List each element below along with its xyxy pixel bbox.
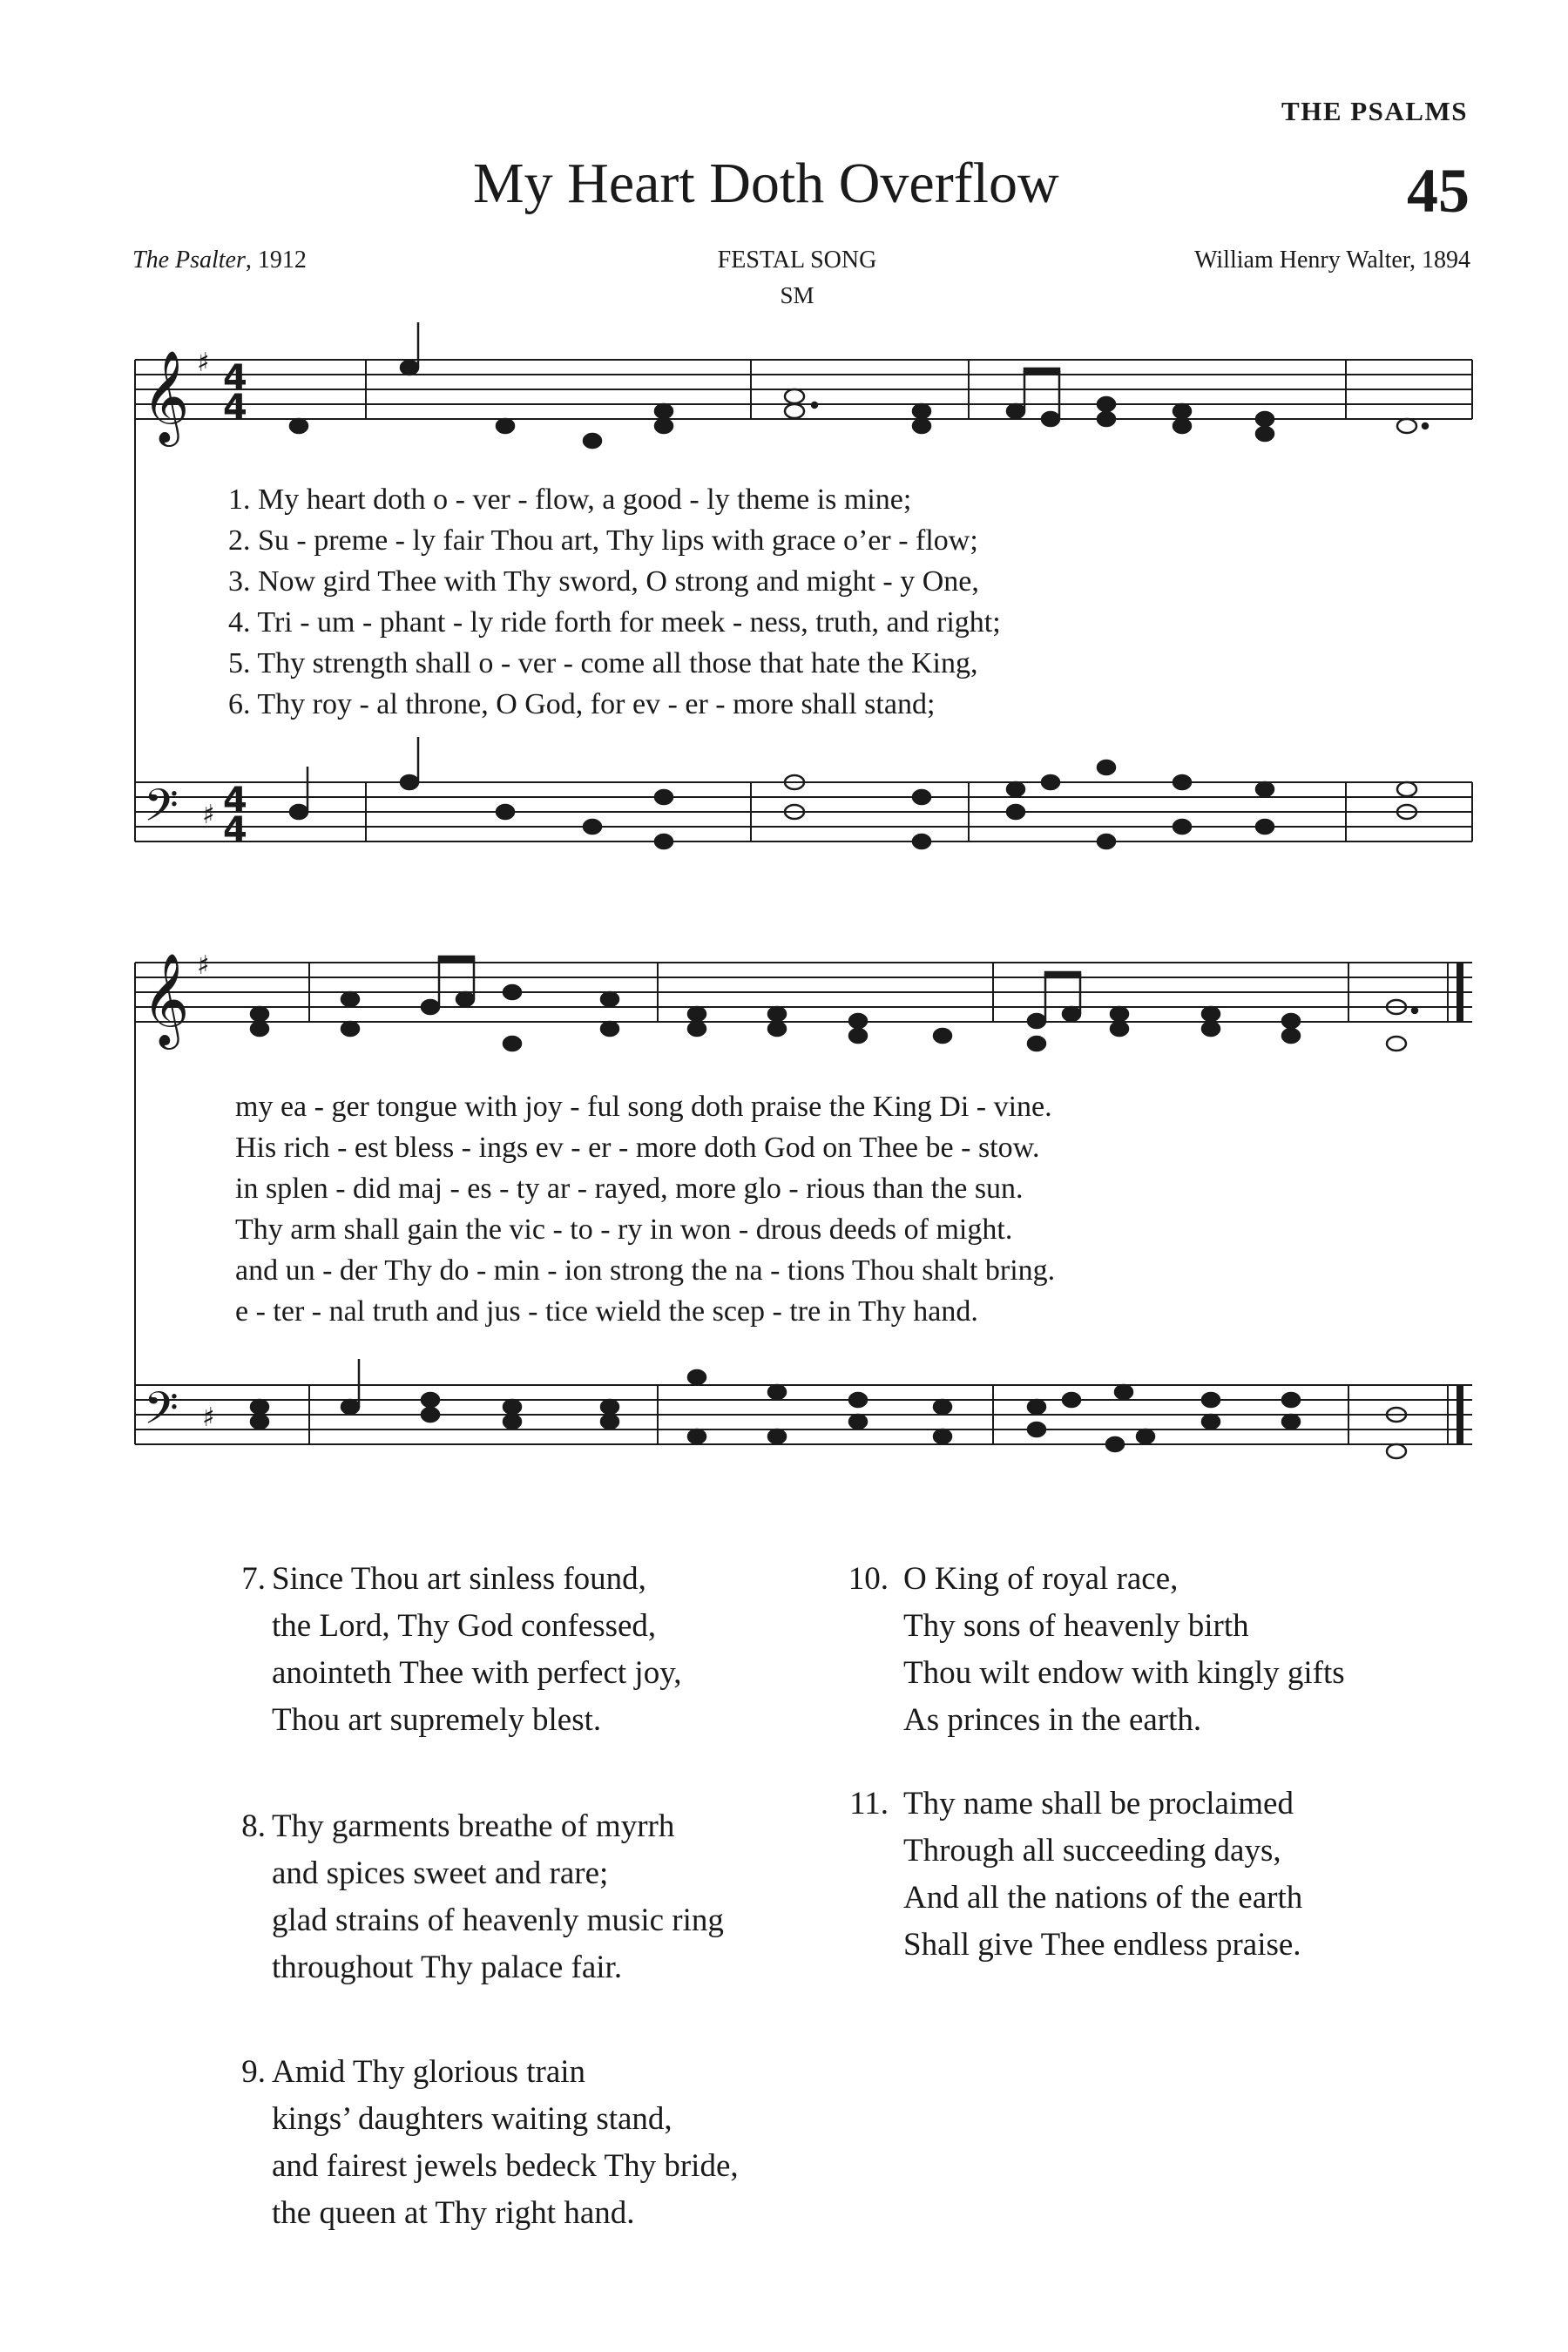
note (251, 1400, 268, 1414)
note (601, 1022, 618, 1036)
lyric-line: 5. Thy strength shall o - ver - come all those that hate the King, (228, 647, 978, 679)
note (422, 1393, 439, 1407)
verse-number: 10. (848, 1561, 889, 1597)
note (1137, 1429, 1154, 1443)
note (913, 790, 930, 804)
words-source: The Psalter (132, 247, 246, 274)
lyric-line: in splen - did maj - es - ty ar - rayed, more glo - rious than the sun. (235, 1173, 1024, 1205)
lyric-line: 6. Thy roy - al throne, O God, for ev - er - more shall stand; (228, 688, 936, 720)
verse-number: 7. (241, 1561, 266, 1597)
note (290, 805, 308, 819)
lyric-line: and un - der Thy do - min - ion strong the na - tions Thou shalt bring. (235, 1254, 1056, 1287)
note (1282, 1393, 1300, 1407)
note (1397, 782, 1416, 796)
note (251, 1022, 268, 1036)
verse-number: 11. (849, 1786, 889, 1821)
note (1028, 1400, 1045, 1414)
verse-line: Thy garments breathe of myrrh (272, 1808, 675, 1844)
note (688, 1370, 706, 1384)
note (768, 1007, 786, 1021)
note (849, 1029, 867, 1043)
note (1106, 1437, 1124, 1451)
note (1282, 1029, 1300, 1043)
verse-number: 9. (241, 2054, 266, 2090)
dot (1412, 1008, 1417, 1013)
note (849, 1393, 867, 1407)
note (785, 389, 804, 403)
key-sharp-icon: ♯ (202, 1402, 215, 1433)
note (1387, 1444, 1406, 1458)
note (251, 1007, 268, 1021)
note (1098, 835, 1115, 848)
lyric-line: e - ter - nal truth and jus - tice wield the scep - tre in Thy hand. (235, 1295, 978, 1328)
lyric-line: 2. Su - preme - ly fair Thou art, Thy lips with grace o’er - flow; (228, 524, 978, 557)
hymn-title: My Heart Doth Overflow (473, 152, 1059, 215)
note (934, 1029, 951, 1043)
verse-line: and fairest jewels bedeck Thy bride, (272, 2148, 739, 2184)
note (341, 1022, 359, 1036)
treble-clef-icon: 𝄞 (142, 952, 190, 1045)
note (1173, 404, 1191, 418)
note (913, 419, 930, 433)
time-sig-bottom: 4 (223, 810, 247, 850)
verse-line: And all the nations of the earth (903, 1880, 1303, 1916)
treble-clef-icon: 𝄞 (142, 349, 190, 443)
note (1007, 805, 1024, 819)
verse-line: Through all succeeding days, (903, 1833, 1281, 1869)
note (1387, 1037, 1406, 1051)
note (401, 775, 418, 789)
note (655, 790, 672, 804)
lyric-line: His rich - est bless - ings ev - er - more doth God on Thee be - stow. (235, 1132, 1040, 1164)
note (497, 805, 514, 819)
note (1173, 419, 1191, 433)
beam (439, 956, 474, 962)
verse-line: Shall give Thee endless praise. (903, 1927, 1301, 1963)
lyric-line: Thy arm shall gain the vic - to - ry in won - drous deeds of might. (235, 1213, 1013, 1246)
verse-line: Thy sons of heavenly birth (903, 1608, 1249, 1644)
final-barline-bass (1456, 1385, 1463, 1444)
note (688, 1022, 706, 1036)
final-barline-treble (1456, 963, 1463, 1022)
meter: SM (780, 282, 814, 308)
verse-line: Amid Thy glorious train (272, 2054, 586, 2090)
bass-clef-icon: 𝄢 (144, 1382, 179, 1445)
beam (1045, 972, 1080, 977)
note (1256, 782, 1274, 796)
lyric-line: 1. My heart doth o - ver - flow, a good - ly theme is mine; (228, 483, 912, 516)
note (1028, 1014, 1045, 1028)
time-sig-top: 4 (223, 781, 247, 821)
note (601, 992, 618, 1006)
note (1397, 419, 1416, 433)
key-sharp-icon: ♯ (202, 800, 215, 830)
section-label: THE PSALMS (1281, 96, 1468, 126)
note (849, 1415, 867, 1429)
note (401, 361, 418, 375)
dot (1423, 423, 1428, 429)
note (422, 1408, 439, 1422)
note (655, 419, 672, 433)
note (913, 835, 930, 848)
verse-number: 8. (241, 1808, 266, 1844)
note (341, 992, 359, 1006)
note (1063, 1007, 1080, 1021)
note (768, 1385, 786, 1399)
verse-line: and spices sweet and rare; (272, 1855, 609, 1891)
music-credit: William Henry Walter, 1894 (1194, 247, 1470, 274)
verse-line: anointeth Thee with perfect joy, (272, 1655, 682, 1691)
note (768, 1429, 786, 1443)
note (456, 992, 474, 1006)
note (1098, 397, 1115, 411)
verse-line: Thou art supremely blest. (272, 1702, 602, 1738)
note (768, 1022, 786, 1036)
note (601, 1400, 618, 1414)
verse-line: throughout Thy palace fair. (272, 1950, 623, 1985)
note (290, 419, 308, 433)
key-sharp-icon: ♯ (197, 348, 210, 378)
note (1042, 412, 1059, 426)
note (504, 985, 521, 999)
note (497, 419, 514, 433)
note (1111, 1007, 1128, 1021)
verse-line: glad strains of heavenly music ring (272, 1903, 724, 1938)
verse-line: As princes in the earth. (903, 1702, 1202, 1738)
verse-line: the queen at Thy right hand. (272, 2195, 635, 2231)
note (655, 404, 672, 418)
note (504, 1415, 521, 1429)
note (1173, 775, 1191, 789)
note (341, 1400, 359, 1414)
note (584, 434, 601, 448)
dot (812, 402, 817, 408)
note (1098, 412, 1115, 426)
note (1028, 1037, 1045, 1051)
note (1007, 782, 1024, 796)
note (504, 1400, 521, 1414)
verse-line: Thou wilt endow with kingly gifts (903, 1655, 1345, 1691)
verse-line: O King of royal race, (903, 1561, 1179, 1597)
note (1115, 1385, 1132, 1399)
time-sig-bottom: 4 (223, 388, 247, 428)
note (1256, 412, 1274, 426)
note (1042, 775, 1059, 789)
note (934, 1400, 951, 1414)
note (934, 1429, 951, 1443)
note (688, 1429, 706, 1443)
note (1256, 820, 1274, 834)
note (422, 1000, 439, 1014)
note (1282, 1014, 1300, 1028)
note (1007, 404, 1024, 418)
note (849, 1014, 867, 1028)
key-sharp-icon: ♯ (197, 950, 210, 981)
verse-line: kings’ daughters waiting stand, (272, 2101, 672, 2137)
note (601, 1415, 618, 1429)
bass-clef-icon: 𝄢 (144, 779, 179, 842)
note (1098, 760, 1115, 774)
words-year: , 1912 (245, 247, 307, 274)
note (1282, 1415, 1300, 1429)
note (584, 820, 601, 834)
note (655, 835, 672, 848)
beam (1024, 368, 1059, 374)
note (1202, 1022, 1220, 1036)
note (1111, 1022, 1128, 1036)
time-sig-top: 4 (223, 358, 247, 398)
note (504, 1037, 521, 1051)
verse-line: Thy name shall be proclaimed (903, 1786, 1294, 1821)
note (1202, 1007, 1220, 1021)
note (251, 1415, 268, 1429)
lyric-line: 4. Tri - um - phant - ly ride forth for meek - ness, truth, and right; (228, 606, 1001, 639)
note (1063, 1393, 1080, 1407)
note (785, 404, 804, 418)
verse-line: the Lord, Thy God confessed, (272, 1608, 657, 1644)
note (1202, 1393, 1220, 1407)
note (1256, 427, 1274, 441)
note (688, 1007, 706, 1021)
note (1202, 1415, 1220, 1429)
lyric-line: 3. Now gird Thee with Thy sword, O strong and might - y One, (228, 565, 979, 598)
note (1028, 1423, 1045, 1436)
verse-line: Since Thou art sinless found, (272, 1561, 646, 1597)
tune-name: FESTAL SONG (717, 247, 877, 274)
note (1173, 820, 1191, 834)
note (913, 404, 930, 418)
hymn-number: 45 (1407, 156, 1470, 226)
lyric-line: my ea - ger tongue with joy - ful song doth praise the King Di - vine. (235, 1091, 1052, 1123)
